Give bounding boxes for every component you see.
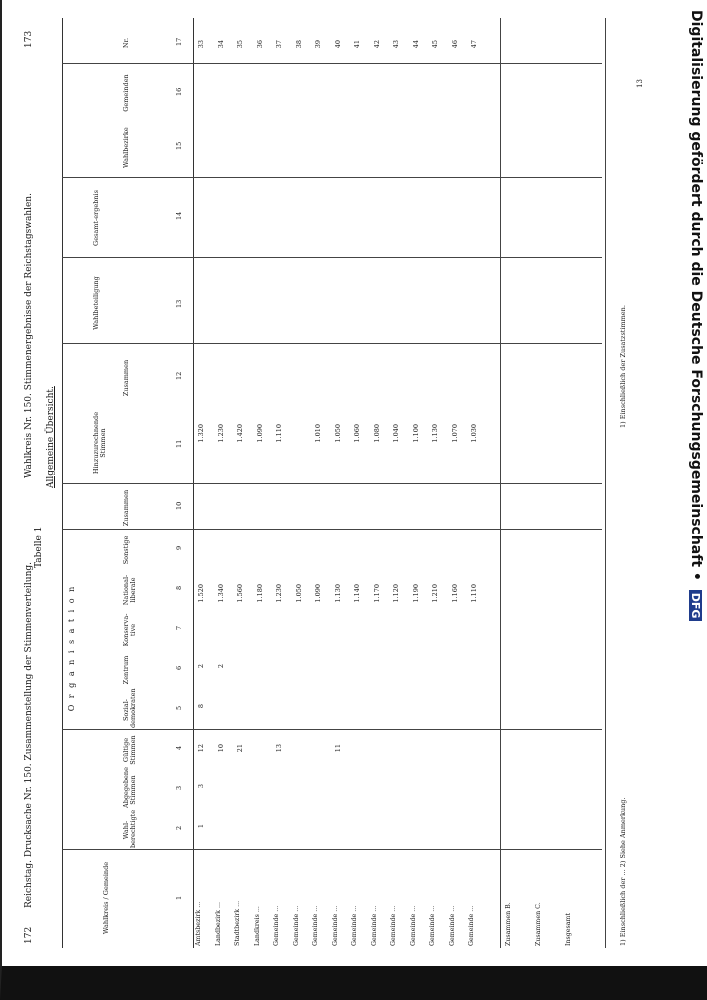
table-cell: 1.090 [314,584,322,603]
dfg-text-strip [676,10,704,950]
table-row [255,18,275,948]
col-head-14: Gesamt-ergebnis [92,190,100,246]
header-left-title: Reichstag. Drucksache Nr. 150. Zusammenstellung der Stimmenverteilung. [24,561,34,908]
row-label: Gemeinde ... [312,905,319,946]
col-number: 11 [175,439,183,448]
col-head-8: National-liberale [122,574,138,606]
table-cell: 2 [197,664,205,669]
table-cell: 37 [275,40,283,49]
table-cell: 38 [294,40,303,49]
table-cell: 1.120 [392,584,400,603]
table-cell: 33 [197,40,205,49]
table-cell: 41 [353,40,361,49]
table-cell: 21 [236,744,244,753]
center-banner: O r g a n i s a t i o n [67,584,76,712]
table-row [313,18,333,948]
col-number: 12 [175,371,183,380]
table-cell: 1.520 [197,584,205,603]
col-number: 6 [175,665,183,670]
table-row [430,18,450,948]
table-cell: 44 [411,40,420,49]
table-cell: 34 [216,40,225,49]
table-cell: 1.010 [314,424,322,443]
table-cell: 1.160 [450,584,459,603]
row-label: Gemeinde ... [468,905,475,946]
col-head-6: Zentrum [122,655,130,685]
table-cell: 1.080 [372,424,381,443]
table-row [294,18,314,948]
table-cell: 12 [197,744,205,753]
table-cell: 46 [450,40,459,49]
table-cell: 1.320 [197,424,205,443]
table-cell: 1.420 [236,424,244,443]
table-cell: 1.210 [431,584,439,603]
col-number: 15 [175,141,183,150]
col-number: 2 [175,825,183,830]
table-row [216,18,236,948]
table-cell: 1.110 [470,584,478,603]
header-right-number: 173 [24,30,34,48]
row-label: Gemeinde ... [448,905,456,946]
col-number: 7 [175,625,183,630]
row-label: Zusammen C. [535,902,542,946]
table-cell: 1.140 [353,584,361,603]
table-cell: 13 [275,744,283,753]
col-number: 17 [175,37,183,46]
document-sheet [20,8,675,963]
col-head-3: Abgegebene Stimmen [122,767,138,808]
table-rule [605,18,606,948]
table-cell: 2 [216,664,225,669]
table-cell: 42 [372,40,381,49]
table-cell: 1.070 [450,424,459,443]
table-row [333,18,353,948]
table-cell: 1.230 [216,424,225,443]
row-label: Insgesamt [565,912,572,946]
row-label: Amtsbezirk ... [195,901,202,946]
row-label: Gemeinde ... [351,905,358,946]
col-number: 8 [175,585,183,590]
table-cell: 1.230 [275,584,283,603]
col-head-2: Wahl-berechtigte [122,809,138,848]
table-row [391,18,411,948]
col-head-13: Wahlbeteiligung [92,276,100,330]
table-cell: 8 [197,704,205,709]
table-row [372,18,392,948]
table-rule [500,18,501,948]
rotated-table-page [20,18,660,948]
col-head-15: Wahlbezirke [122,127,130,168]
row-label: Stadtbezirk ... [234,900,241,946]
row-label: Gemeinde ... [390,905,397,946]
page-mark: 13 [636,79,644,88]
table-cell: 1.060 [353,424,361,443]
row-label: Gemeinde ... [292,905,300,946]
table-body [195,18,572,948]
col-head-7: Konserva-tive [122,613,138,647]
table-row [450,18,470,948]
table-cell: 1.040 [392,424,400,443]
col-head-10: Zusammen [122,489,130,527]
row-label: Gemeinde ... [370,905,378,946]
table-cell: 39 [314,40,322,49]
table-cell: 47 [470,40,478,49]
row-label: Landbezirk ... [214,902,222,946]
table-cell: 45 [431,40,439,49]
col-number: 3 [175,785,183,790]
col-head-11: Hinzuzurechnende Stimmen [92,411,108,475]
table-cell: 1.170 [372,584,381,603]
row-label: Gemeinde ... [409,905,417,946]
table-cell: 1.110 [275,424,283,443]
header-left-number: 172 [24,926,34,944]
dfg-credit-text: Digitalisierung gefördert durch die Deutsche Forschungsgemeinschaft • [688,10,704,581]
table-cell: 1.090 [255,424,264,443]
table-row [536,18,556,948]
row-label: Zusammen B. [505,902,512,946]
col-number: 9 [175,545,183,550]
col-number: 14 [175,211,183,220]
col-head-9: Sonstige [122,535,130,565]
table-cell: 1.100 [411,424,420,443]
table-cell: 1.340 [216,584,225,603]
footnote-right: 1) Einschließlich der Zusatzstimmen. [619,305,627,428]
header-right-title: Wahlkreis Nr. 150. Stimmenergebnisse der Reichstagswahlen. [24,193,34,478]
col-head-5: Sozial-demokraten [122,688,138,728]
table-row [235,18,255,948]
table-cell: 1.560 [236,584,244,603]
table-cell: 10 [216,744,225,753]
col-head-1: Wahlkreis / Gemeinde [102,861,110,935]
table-row [352,18,372,948]
dfg-logo-badge: DFG [689,590,702,622]
row-label: Gemeinde ... [429,905,436,946]
table-cell: 1.190 [411,584,420,603]
table-cell: 3 [197,784,205,789]
table-row [411,18,431,948]
col-head-17: Nr. [122,37,130,49]
table-cell: 1.030 [470,424,478,443]
table-row [469,18,489,948]
page-header [24,18,46,948]
table-row [566,18,586,948]
table-row [196,18,216,948]
table-cell: 43 [392,40,400,49]
table-cell: 36 [255,40,264,49]
col-number: 5 [175,705,183,710]
section-subtitle: Allgemeine Übersicht. [46,386,56,488]
table-row [274,18,294,948]
col-number: 16 [175,87,183,96]
col-number: 1 [175,895,183,900]
table-cell: 11 [333,744,342,753]
table-cell: 35 [236,40,244,49]
col-number: 10 [175,501,183,510]
table-cell: 1.130 [333,584,342,603]
table-cell: 1.050 [294,584,303,603]
table-cell: 40 [333,40,342,49]
row-label: Gemeinde ... [331,905,339,946]
footnote-left: 1) Einschließlich der ... 2) Siehe Anmerkung. [619,797,627,946]
table-cell: 1 [197,824,205,829]
table-cell: 1.180 [255,584,264,603]
row-label: Landkreis ... [253,906,261,946]
col-head-16: Gemeinden [122,74,130,112]
col-number: 13 [175,299,183,308]
header-center-label: Tabelle 1 [34,526,44,568]
table-row [506,18,526,948]
table-cell: 1.050 [333,424,342,443]
row-label: Gemeinde ... [273,905,280,946]
col-head-4: Gültige Stimmen [122,735,138,765]
col-number: 4 [175,745,183,750]
dfg-watermark [676,10,704,950]
col-head-12: Zusammen [122,359,130,397]
table-cell: 1.130 [431,424,439,443]
